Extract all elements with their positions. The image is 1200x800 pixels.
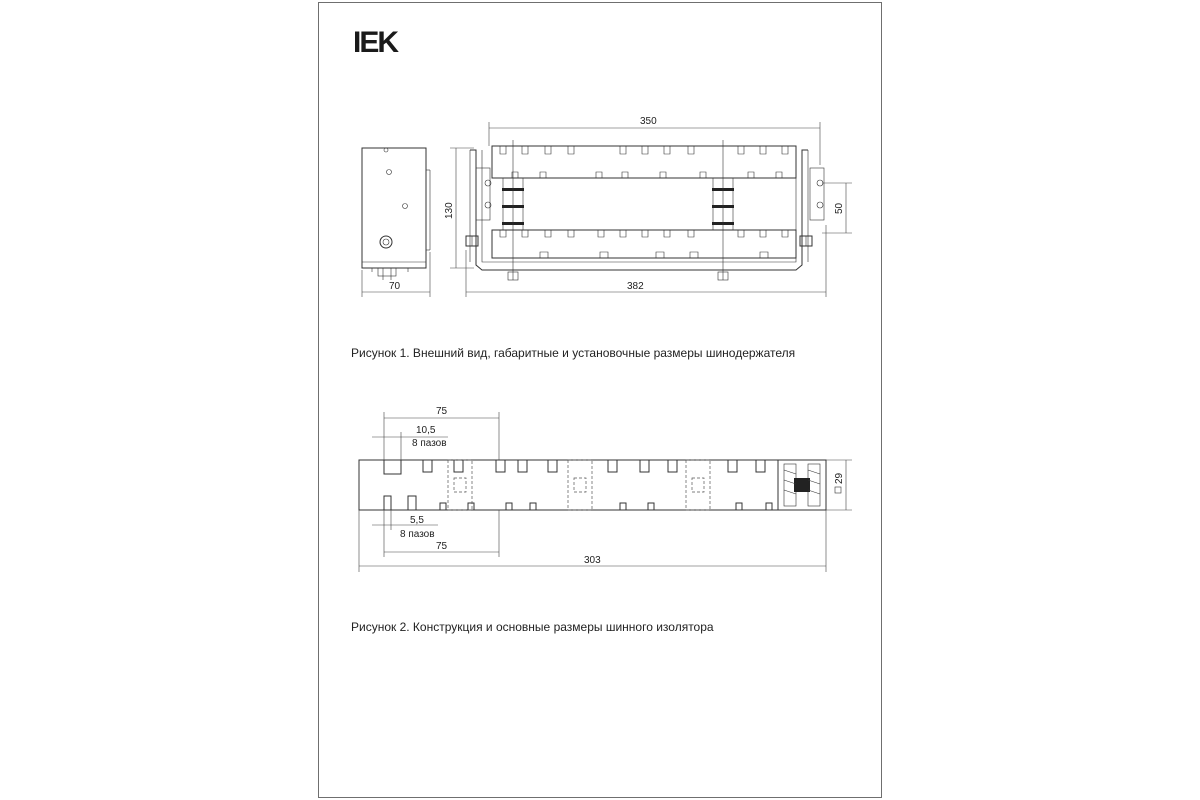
dim-pitch: 50	[834, 202, 845, 214]
bottom-slot-count: 8 пазов	[400, 529, 435, 540]
dim-top-slot: 10,5	[416, 425, 436, 436]
dim-height: 130	[444, 202, 455, 219]
left-spacer	[502, 140, 524, 280]
insulator-view	[359, 406, 852, 572]
hidden-inserts	[448, 460, 710, 510]
iek-logo: IEK	[353, 26, 398, 59]
front-view	[444, 116, 852, 297]
top-slot-count: 8 пазов	[412, 438, 447, 449]
dim-overall-width: 350	[640, 116, 657, 127]
dim-top-pitch: 75	[436, 406, 448, 417]
lower-comb-slots	[500, 230, 788, 258]
figure2-caption: Рисунок 2. Конструкция и основные размеры шинного изолятора	[351, 620, 714, 634]
figure1-caption: Рисунок 1. Внешний вид, габаритные и установочные размеры шинодержателя	[351, 346, 796, 360]
right-spacer	[712, 140, 734, 280]
side-view	[362, 148, 430, 297]
dim-section: 29	[834, 472, 845, 484]
dim-mount-width: 382	[627, 281, 644, 292]
dim-depth: 70	[389, 281, 401, 292]
dim-bottom-slot: 5,5	[410, 515, 424, 526]
upper-comb-slots	[500, 146, 788, 178]
section-end	[778, 460, 826, 510]
dim-bottom-pitch: 75	[436, 541, 448, 552]
dim-length: 303	[584, 555, 601, 566]
